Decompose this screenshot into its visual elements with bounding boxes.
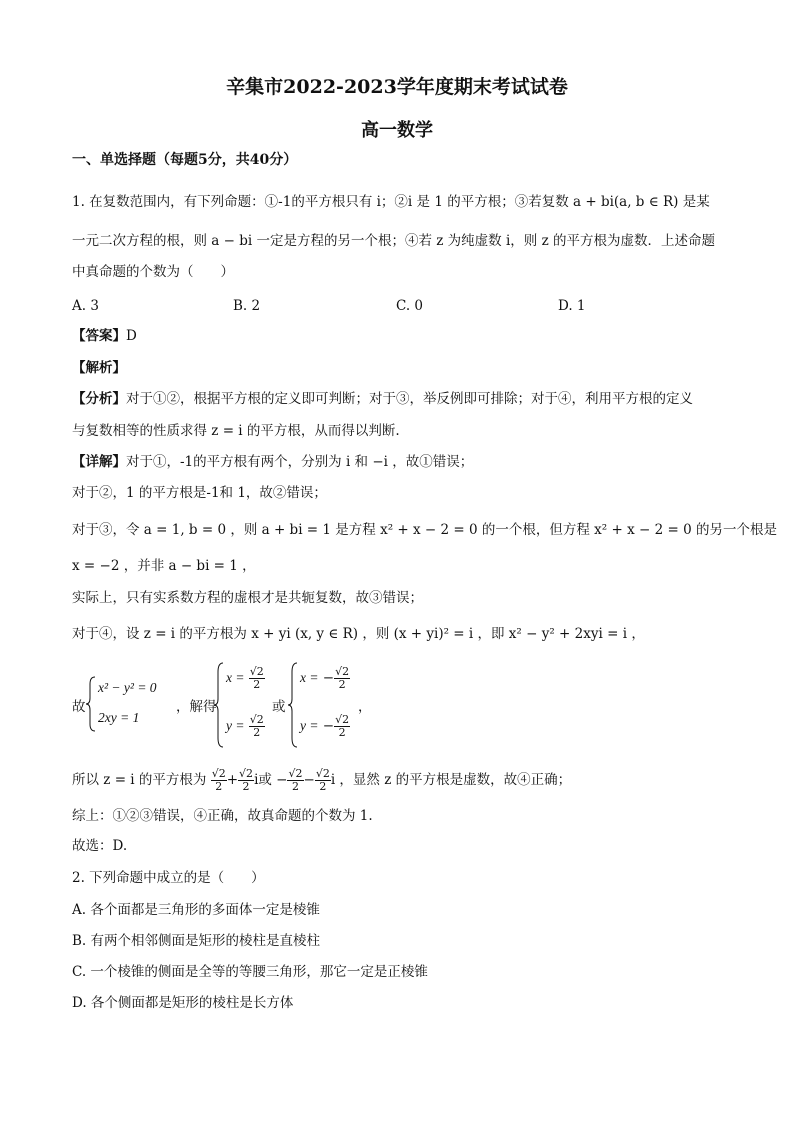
sys2-y-lhs: y = [226,718,245,733]
sys-comma: ， [358,699,372,715]
frac-sqrt2-over-2 [249,714,265,739]
section-heading: 一、单选择题（每题5分，共40分） [72,152,298,168]
frac-num: √2 [239,767,254,780]
frac-sqrt2-over-2 [287,768,303,793]
answer-value: D [126,328,137,344]
frac-den: 2 [215,780,223,793]
brace-2 [214,662,224,748]
minus-sign: − [303,772,315,788]
frac-num: √2 [211,767,226,780]
document-title: 辛集市2022-2023学年度期末考试试卷 [226,76,568,98]
fenxi-line2: 与复数相等的性质求得 z = i 的平方根，从而得以判断. [72,423,400,439]
q1-stem-line2: 一元二次方程的根，则 a − bi 一定是方程的另一个根；④若 z 为纯虚数 i，则 z 的平方根为虚数．上述命题 [72,233,715,249]
q2-option-a: A. 各个面都是三角形的多面体一定是棱锥 [72,902,320,918]
detail-line3: 对于③，令 a = 1, b = 0 ，则 a + bi = 1 是方程 x² + x − 2 = 0 的一个根，但方程 x² + x − 2 = 0 的另一个根是 [72,522,777,538]
d8-suffix: i ，显然 z 的平方根是虚数，故④正确； [330,772,572,788]
frac-num: √2 [249,665,264,678]
detail-line6: 对于④，设 z = i 的平方根为 x + yi (x, y ∈ R) ，则 (x + yi)² = i ，即 x² − y² + 2xyi = i ， [72,626,645,642]
sys2-row2 [226,714,265,739]
q1-answer [72,326,137,346]
detail-line2: 对于②，1 的平方根是-1和 1，故②错误； [72,485,327,501]
frac-den: 2 [338,678,346,691]
brace-1 [86,676,96,732]
q2-stem: 2. 下列命题中成立的是（ ） [72,870,265,886]
frac-sqrt2-over-2 [211,768,227,793]
document-subtitle: 高一数学 [361,120,433,141]
gu-prefix: 故 [72,699,86,715]
brace-3 [288,662,298,748]
frac-den: 2 [242,780,250,793]
fenxi-text1: 对于①②，根据平方根的定义即可判断；对于③，举反例即可排除；对于④，利用平方根的定义 [126,391,693,407]
q1-option-d: D. 1 [558,298,586,314]
detail-line1 [72,452,473,472]
frac-sqrt2-over-2 [249,666,265,691]
answer-tag: 【答案】 [72,328,126,344]
frac-num: √2 [335,713,350,726]
q1-option-c: C. 0 [396,298,424,314]
detail-line4: x = −2 ，并非 a − bi = 1 ， [72,558,256,574]
frac-num: √2 [288,767,303,780]
detail-line8 [72,768,571,793]
sys3-row2 [300,714,350,739]
xiangjie-tag: 【详解】 [72,454,126,470]
frac-den: 2 [253,726,261,739]
fenxi-line1 [72,389,693,409]
q2-option-c: C. 一个棱锥的侧面是全等的等腰三角形，那它一定是正棱锥 [72,964,428,980]
fenxi-tag: 【分析】 [72,391,126,407]
sys3-x-lhs: x = [300,670,319,685]
i-or-text: i或 − [254,772,288,788]
q2-option-d: D. 各个侧面都是矩形的棱柱是长方体 [72,995,294,1011]
frac-den: 2 [338,726,346,739]
frac-den: 2 [291,780,299,793]
q1-stem-line1: 1. 在复数范围内，有下列命题：①-1的平方根只有 i；②i 是 1 的平方根；③若复数 a + bi(a, b ∈ R) 是某 [72,194,710,210]
detail-line9: 综上：①②③错误，④正确，故真命题的个数为 1. [72,808,373,824]
detail-text1: 对于①，-1的平方根有两个，分别为 i 和 −i ，故①错误； [126,454,474,470]
jiede-text: ，解得 [176,699,217,715]
frac-sqrt2-over-2 [238,768,254,793]
minus-sign: − [322,718,335,734]
frac-num: √2 [315,767,330,780]
frac-sqrt2-over-2 [334,714,350,739]
frac-num: √2 [249,713,264,726]
sys2-row1 [226,666,265,691]
plus-sign: + [226,772,239,788]
frac-sqrt2-over-2 [315,768,331,793]
sys3-row1 [300,666,350,691]
frac-num: √2 [335,665,350,678]
sys1-row2: 2xy = 1 [98,710,140,725]
minus-sign: − [322,670,335,686]
or-text: 或 [272,699,286,715]
d8-prefix: 所以 z = i 的平方根为 [72,772,207,788]
q1-option-a: A. 3 [72,298,99,314]
sys1-row1: x² − y² = 0 [98,680,157,695]
q1-option-b: B. 2 [233,298,261,314]
q1-stem-line3: 中真命题的个数为（ ） [72,264,234,280]
sys3-y-lhs: y = [300,718,319,733]
q2-option-b: B. 有两个相邻侧面是矩形的棱柱是直棱柱 [72,933,321,949]
analysis-tag: 【解析】 [72,360,126,376]
frac-sqrt2-over-2 [334,666,350,691]
detail-line10: 故选：D. [72,838,128,854]
sys2-x-lhs: x = [226,670,245,685]
frac-den: 2 [253,678,261,691]
detail-line5: 实际上，只有实系数方程的虚根才是共轭复数，故③错误； [72,590,423,606]
frac-den: 2 [319,780,327,793]
